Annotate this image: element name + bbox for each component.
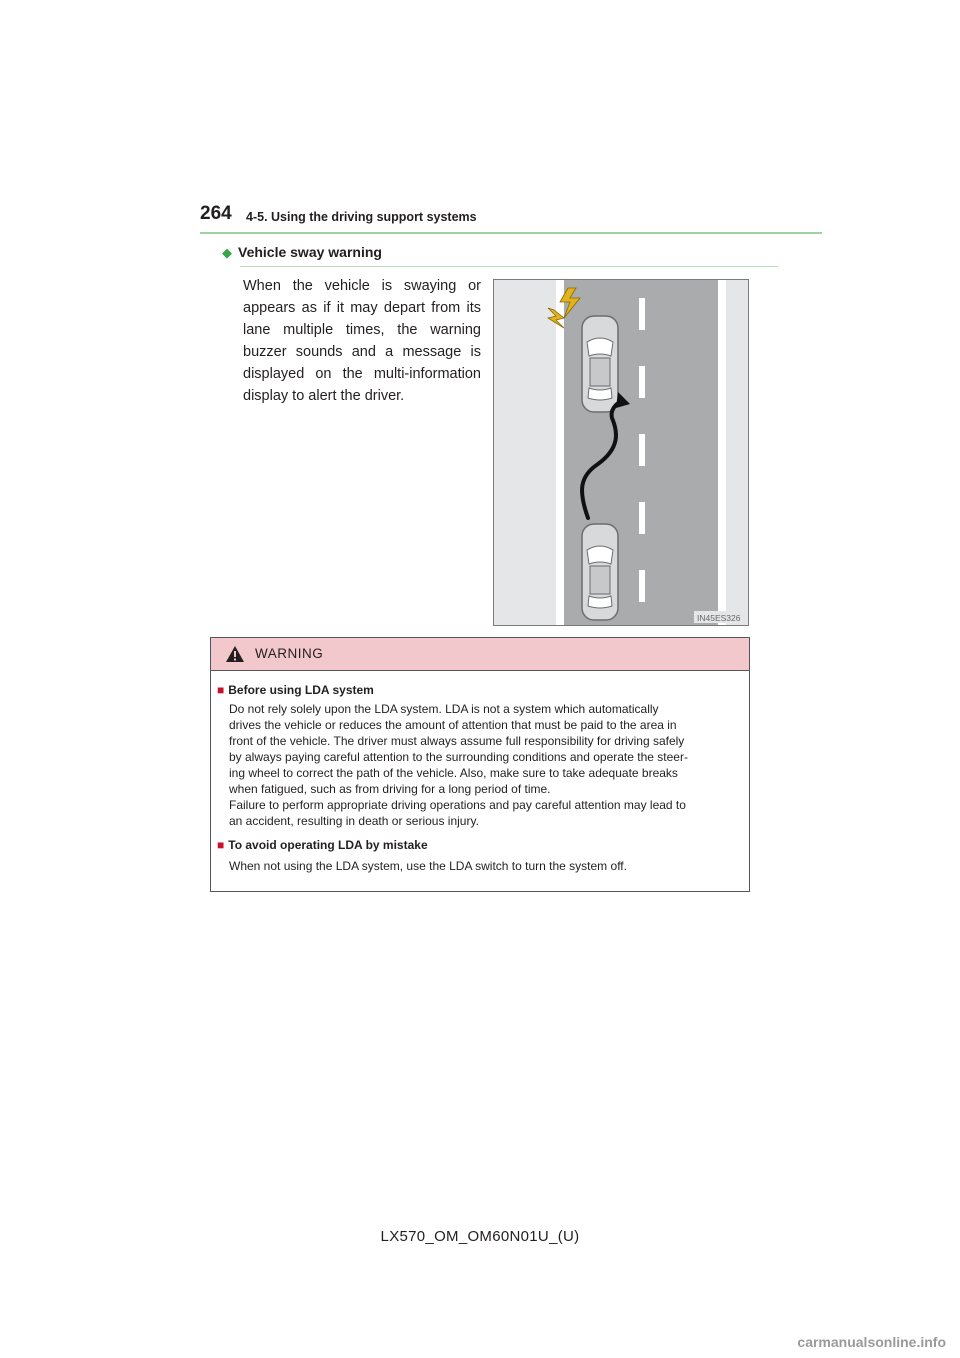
warning-line: when fatigued, such as from driving for a long period of time.	[229, 782, 551, 796]
warning-item-body	[229, 858, 741, 874]
car-bottom-icon	[582, 524, 618, 620]
warning-item-title-text: Before using LDA system	[228, 683, 374, 697]
subheading	[222, 244, 382, 261]
subheading-title: Vehicle sway warning	[238, 244, 382, 260]
warning-line: an accident, resulting in death or serious injury.	[229, 814, 479, 828]
warning-line: by always paying careful attention to the surrounding conditions and operate the steer-	[229, 750, 688, 764]
square-bullet-icon: ■	[217, 838, 225, 852]
warning-line: Do not rely solely upon the LDA system. LDA is not a system which automatically	[229, 702, 659, 716]
header-divider	[200, 232, 822, 234]
subheading-divider	[240, 266, 778, 267]
warning-line: front of the vehicle. The driver must always assume full responsibility for driving safely	[229, 734, 685, 748]
warning-header	[211, 638, 749, 671]
warning-line: When not using the LDA system, use the LDA switch to turn the system off.	[229, 859, 627, 873]
vehicle-sway-diagram-icon	[494, 280, 748, 625]
warning-item-title-text: To avoid operating LDA by mistake	[228, 838, 428, 852]
warning-item-title	[217, 683, 374, 697]
body-paragraph: When the vehicle is swaying or appears as if it may depart from its lane multiple times, the warning buzzer sounds and a message is displayed on the multi-information display to alert the driver.	[243, 278, 481, 404]
image-code: IN45ES326	[697, 613, 741, 623]
square-bullet-icon: ■	[217, 683, 225, 697]
document-footer: LX570_OM_OM60N01U_(U)	[380, 1228, 580, 1245]
section-title: 4-5. Using the driving support systems	[246, 210, 477, 224]
warning-box	[210, 637, 750, 892]
diamond-bullet-icon: ◆	[222, 245, 232, 260]
warning-triangle-icon	[225, 645, 245, 663]
warning-item-title	[217, 838, 428, 852]
warning-line: Failure to perform appropriate driving operations and pay careful attention may lead to	[229, 798, 686, 812]
page-number: 264	[200, 203, 232, 224]
car-top-icon	[582, 316, 618, 412]
warning-line: ing wheel to correct the path of the vehicle. Also, make sure to take adequate breaks	[229, 766, 678, 780]
watermark: carmanualsonline.info	[797, 1334, 946, 1350]
vehicle-sway-illustration	[493, 279, 749, 626]
warning-item-body	[229, 701, 741, 829]
warning-line: drives the vehicle or reduces the amount of attention that must be paid to the area in	[229, 718, 677, 732]
warning-label: WARNING	[255, 646, 324, 661]
